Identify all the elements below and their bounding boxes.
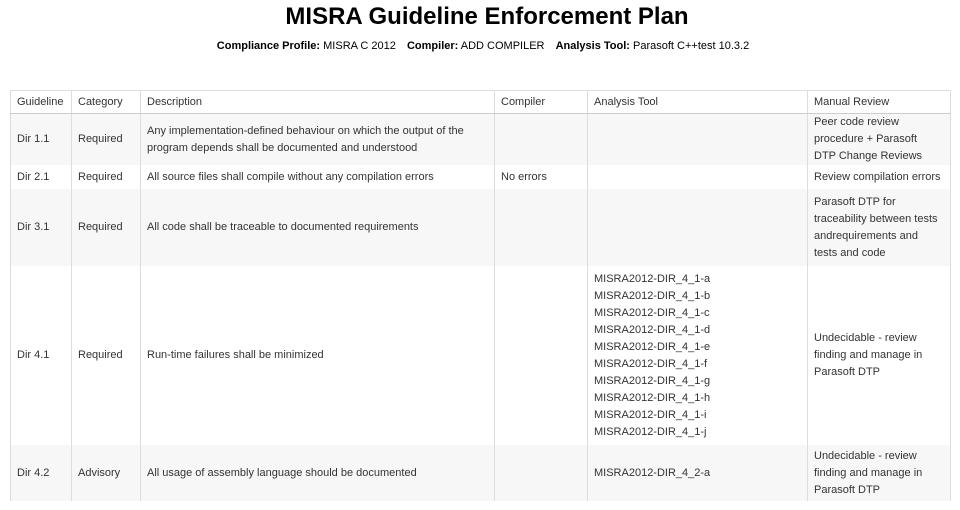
analysis-rule-id: MISRA2012-DIR_4_1-a (594, 272, 711, 285)
cell-description (141, 445, 495, 501)
analysis-rule-id: MISRA2012-DIR_4_1-f (594, 357, 708, 370)
description-line: program depends shall be documented and understood (147, 141, 418, 154)
description-line: All code shall be traceable to documented requirements (147, 221, 419, 233)
manual-review-line: tests and code (814, 246, 886, 259)
table-row (11, 445, 951, 501)
compliance-profile (217, 40, 399, 52)
table-row (11, 266, 951, 445)
analysis-tool-value: Parasoft C++test 10.3.2 (633, 40, 750, 52)
cell-analysis-tool (588, 445, 808, 501)
manual-review-line: Parasoft DTP (814, 483, 881, 496)
table-row (11, 114, 951, 166)
table-header-row (11, 91, 951, 114)
cell-manual-review (808, 189, 951, 266)
page-title: MISRA Guideline Enforcement Plan (285, 3, 689, 30)
cell-analysis-tool (588, 114, 808, 166)
description-line: Run-time failures shall be minimized (147, 349, 324, 361)
column-header-manual-review: Manual Review (808, 91, 951, 114)
cell-guideline: Dir 3.1 (11, 189, 72, 266)
column-header-compiler: Compiler (495, 91, 588, 114)
compiler-info (407, 40, 548, 52)
analysis-rule-id: MISRA2012-DIR_4_1-d (594, 323, 711, 336)
cell-manual-review (808, 165, 951, 189)
cell-compiler (495, 114, 588, 166)
description-line: Any implementation-defined behaviour on which the output of the (147, 124, 464, 137)
analysis-rule-id: MISRA2012-DIR_4_1-g (594, 374, 711, 387)
cell-description (141, 114, 495, 166)
profile-summary (0, 39, 960, 53)
cell-guideline: Dir 2.1 (11, 165, 72, 189)
manual-review-line: Parasoft DTP for (814, 195, 896, 208)
cell-compiler: No errors (495, 165, 588, 189)
manual-review-line: Parasoft DTP (814, 366, 881, 378)
cell-category: Required (72, 114, 141, 166)
cell-analysis-tool (588, 165, 808, 189)
manual-review-line: procedure + Parasoft (814, 133, 918, 145)
manual-review-line: Peer code review (814, 116, 899, 128)
compiler-label: Compiler: (406, 40, 459, 52)
compliance-profile-label: Compliance Profile: (216, 40, 321, 52)
analysis-tool-label: Analysis Tool: (555, 40, 630, 52)
cell-guideline: Dir 4.2 (11, 445, 72, 501)
cell-guideline: Dir 4.1 (11, 266, 72, 445)
enforcement-table (10, 90, 951, 501)
cell-description (141, 266, 495, 445)
analysis-rule-id: MISRA2012-DIR_4_1-e (594, 340, 711, 353)
manual-review-line: traceability between tests (814, 212, 938, 225)
cell-compiler (495, 189, 588, 266)
cell-manual-review (808, 445, 951, 501)
cell-analysis-tool (588, 266, 808, 445)
cell-category: Required (72, 165, 141, 189)
cell-category: Required (72, 189, 141, 266)
manual-review-line: andrequirements and (814, 229, 918, 242)
analysis-rule-id: MISRA2012-DIR_4_1-i (594, 408, 707, 421)
table-row (11, 189, 951, 266)
manual-review-line: finding and manage in (814, 349, 923, 361)
cell-category: Advisory (72, 445, 141, 501)
cell-guideline: Dir 1.1 (11, 114, 72, 166)
description-line: All source files shall compile without any compilation errors (147, 170, 434, 183)
cell-compiler (495, 445, 588, 501)
analysis-tool-info (556, 40, 750, 52)
compiler-value: ADD COMPILER (460, 40, 545, 52)
column-header-category: Category (72, 91, 141, 114)
column-header-analysis-tool: Analysis Tool (588, 91, 808, 114)
analysis-rule-id: MISRA2012-DIR_4_1-h (594, 391, 711, 404)
analysis-rule-id: MISRA2012-DIR_4_1-j (594, 425, 707, 438)
analysis-rule-id: MISRA2012-DIR_4_2-a (594, 466, 711, 479)
cell-manual-review (808, 266, 951, 445)
cell-description (141, 165, 495, 189)
manual-review-line: Undecidable - review (814, 332, 917, 344)
analysis-rule-id: MISRA2012-DIR_4_1-c (594, 306, 710, 319)
column-header-guideline: Guideline (11, 91, 72, 114)
manual-review-line: finding and manage in (814, 466, 923, 479)
cell-manual-review (808, 114, 951, 166)
manual-review-line: Review compilation errors (814, 170, 941, 183)
cell-compiler (495, 266, 588, 445)
manual-review-line: DTP Change Reviews (814, 150, 923, 162)
cell-description (141, 189, 495, 266)
table-row (11, 165, 951, 189)
cell-category: Required (72, 266, 141, 445)
description-line: All usage of assembly language should be documented (147, 466, 417, 479)
cell-analysis-tool (588, 189, 808, 266)
analysis-rule-id: MISRA2012-DIR_4_1-b (594, 289, 711, 302)
column-header-description: Description (141, 91, 495, 114)
manual-review-line: Undecidable - review (814, 449, 917, 462)
compliance-profile-value: MISRA C 2012 (323, 40, 396, 52)
